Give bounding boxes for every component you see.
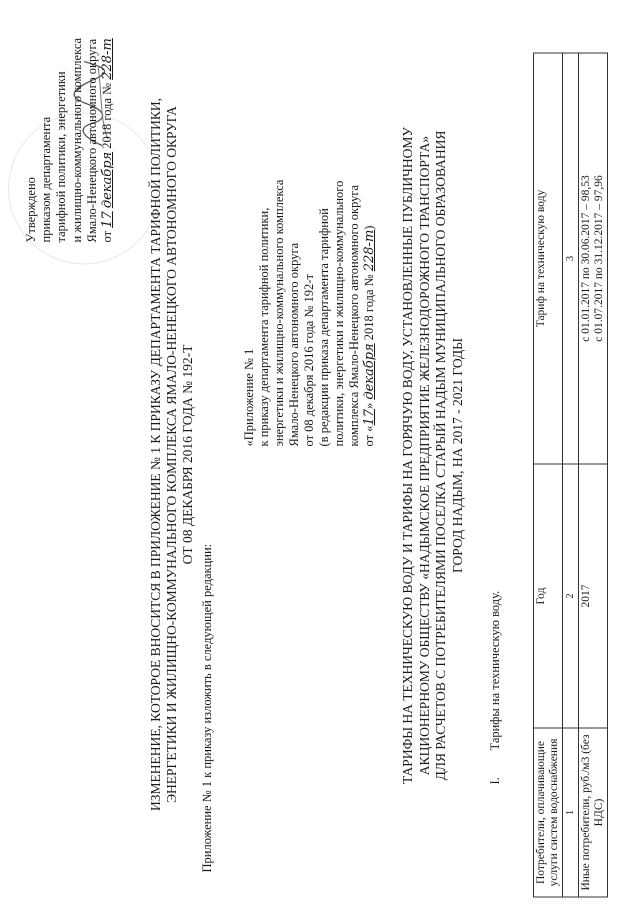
column-number: 3 <box>563 53 579 464</box>
section-heading <box>488 591 503 785</box>
tariff-title <box>400 15 466 897</box>
annex-close: ) <box>362 225 376 230</box>
approval-line: и жилищно-коммунального комплекса <box>69 37 84 243</box>
header-tariff: Тариф на техническую воду <box>534 53 563 464</box>
approval-number-prefix: № <box>100 82 115 95</box>
annex-line: энергетики и жилищно-коммунального комплекса <box>272 179 286 447</box>
cell-consumer: Иные потребители, руб./м3 (без НДС) <box>579 728 608 897</box>
section-number: I. <box>488 777 502 785</box>
approval-date-prefix: от <box>100 230 115 243</box>
cell-year: 2017 <box>579 464 608 728</box>
annex-line: Ямало-Ненецкого автономного округа <box>287 242 301 447</box>
column-number: 2 <box>563 464 579 728</box>
annex-date-year: 2018 года <box>362 289 376 341</box>
approval-number-value: 228-т <box>100 38 116 80</box>
amendment-heading <box>148 15 196 895</box>
approval-line: тарифной политики, энергетики <box>54 71 69 243</box>
table-header-row <box>534 53 563 897</box>
approval-line: Утверждено <box>24 177 38 243</box>
title-line: ТАРИФЫ НА ТЕХНИЧЕСКУЮ ВОДУ И ТАРИФЫ НА ГОРЯЧУЮ ВОДУ, УСТАНОВЛЕННЫЕ ПУБЛИЧНОМУ <box>400 127 415 785</box>
column-number-row <box>563 53 579 897</box>
annex-line: (в редакции приказа департамента тарифной <box>317 208 331 447</box>
annex-date-month: декабря <box>362 343 377 400</box>
annex-number-value: 228-т <box>362 229 377 272</box>
title-line: ДЛЯ РАСЧЕТОВ С ПОТРЕБИТЕЛЯМИ ПОСЕЛКА СТАРЫЙ НАДЫМ МУНИЦИПАЛЬНОГО ОБРАЗОВАНИЯ <box>433 130 448 781</box>
approval-date-day: 17 <box>100 211 116 228</box>
annex-date-mid: » <box>362 402 376 410</box>
annex-line: от 08 декабря 2016 года № 192-т <box>302 274 316 447</box>
heading-line: ИЗМЕНЕНИЕ, КОТОРОЕ ВНОСИТСЯ В ПРИЛОЖЕНИЕ № 1 К ПРИКАЗУ ДЕПАРТАМЕНТА ТАРИФНОЙ ПОЛИТИКИ, <box>148 98 163 811</box>
annex-line: к приказу департамента тарифной политики, <box>257 207 271 447</box>
cell-tariff <box>579 53 608 464</box>
heading-line: ОТ 08 ДЕКАБРЯ 2016 ГОДА № 192-Т <box>180 344 195 565</box>
approval-date-year: 2018 года <box>100 97 115 149</box>
tariff-line: с 01.07.2017 по 31.12.2017 – 97,96 <box>593 175 605 342</box>
intro-text: Приложение № 1 к приказу изложить в следующей редакции: <box>200 543 214 873</box>
annex-line: комплекса Ямало-Ненецкого автономного округа <box>347 184 361 447</box>
title-line: АКЦИОНЕРНОМУ ОБЩЕСТВУ «НАДЫМСКОЕ ПРЕДПРИЯТИЕ ЖЕЛЕЗНОДОРОЖНОГО ТРАНСПОРТА» <box>416 135 432 776</box>
table-row <box>579 53 608 897</box>
approval-line: приказом департамента <box>39 116 54 243</box>
tariff-line: с 01.01.2017 по 30.06.2017 – 98,53 <box>580 175 592 342</box>
heading-line: ЭНЕРГЕТИКИ И ЖИЛИЩНО-КОММУНАЛЬНОГО КОМПЛЕКСА ЯМАЛО-НЕНЕЦКОГО АВТОНОМНОГО ОКРУГА <box>164 106 179 803</box>
header-year: Год <box>534 464 563 728</box>
title-line: ГОРОД НАДЫМ, НА 2017 - 2021 ГОДЫ <box>449 338 465 573</box>
annex-date-day: 17 <box>362 409 377 426</box>
annex-block <box>242 180 377 447</box>
annex-date-line <box>362 180 377 447</box>
annex-number-prefix: № <box>362 274 376 287</box>
annex-line: «Приложение № 1 <box>242 348 256 447</box>
header-consumers: Потребители, оплачивающие услуги систем водоснабжения <box>534 728 563 897</box>
approval-block <box>24 38 115 243</box>
approval-date-month: декабря <box>100 151 116 209</box>
annex-date-prefix: от « <box>362 425 376 447</box>
column-number: 1 <box>563 728 579 897</box>
approval-date-line <box>100 38 115 243</box>
tariff-table <box>533 53 608 898</box>
annex-line: политики, энергетики и жилищно-коммунального <box>332 180 346 447</box>
section-label: Тарифы на техническую воду. <box>488 590 502 751</box>
approval-line: Ямало-Ненецкого автономного округа <box>84 38 99 243</box>
